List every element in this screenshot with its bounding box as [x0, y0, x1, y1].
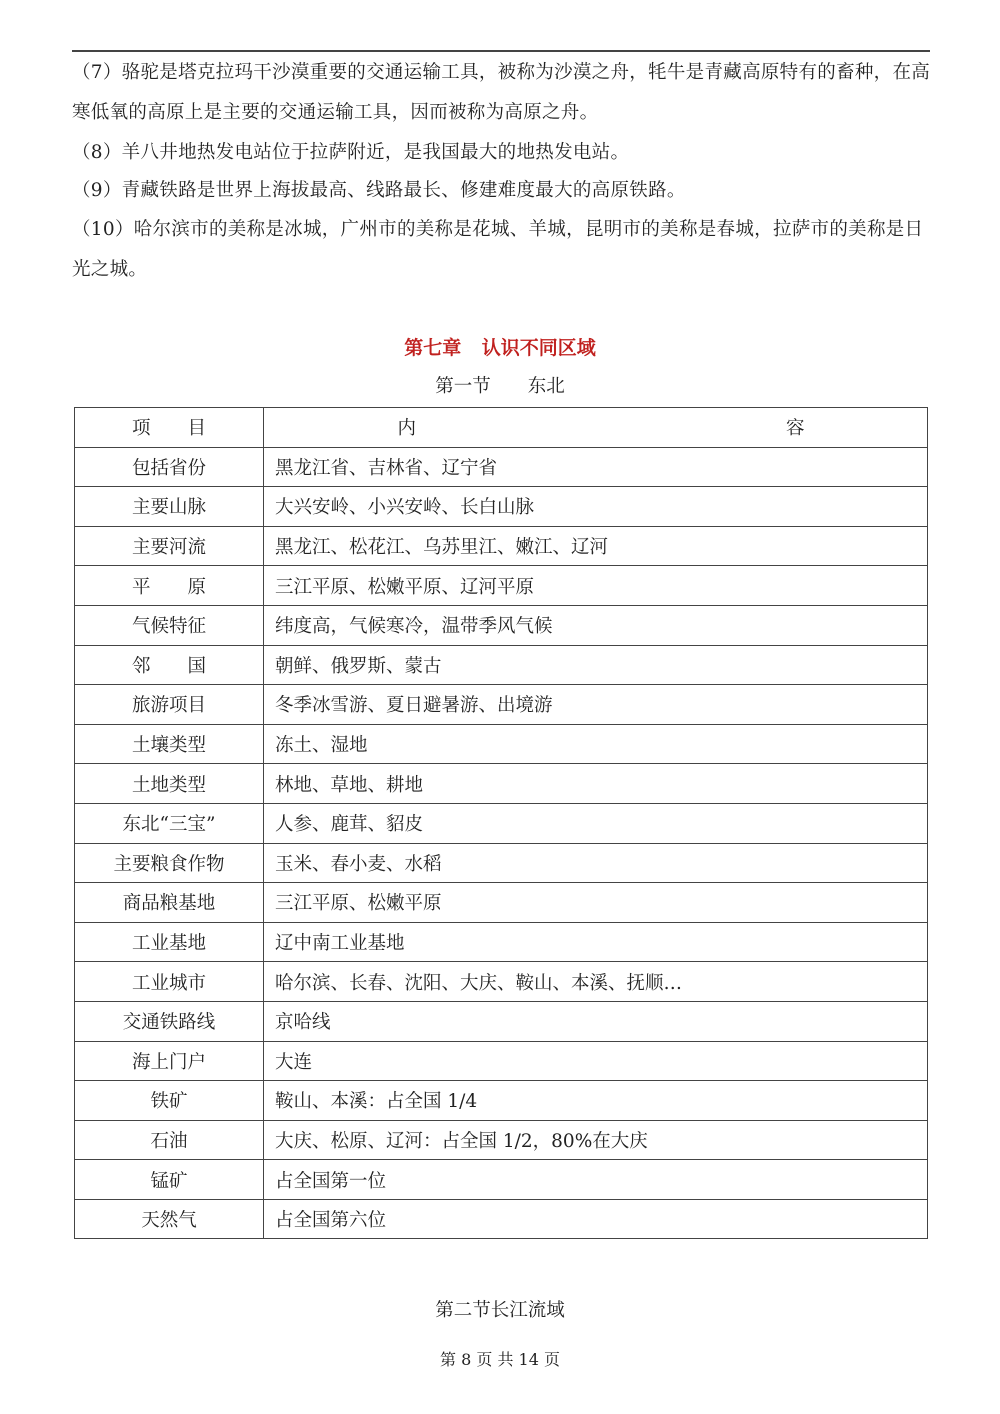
section-title: 第一节 东北 — [435, 376, 565, 397]
row-item: 商品粮基地 — [75, 883, 264, 923]
table-row — [75, 526, 928, 566]
paragraph-8: （8）羊八井地热发电站位于拉萨附近，是我国最大的地热发电站。 — [72, 142, 630, 163]
table-row — [75, 803, 928, 843]
row-content: 大庆、松原、辽河：占全国 1/2，80%在大庆 — [264, 1120, 928, 1160]
row-content: 占全国第一位 — [264, 1160, 928, 1200]
row-item: 土地类型 — [75, 764, 264, 804]
row-item: 邻 国 — [75, 645, 264, 685]
row-item: 土壤类型 — [75, 724, 264, 764]
table-row — [75, 962, 928, 1002]
row-content: 冬季冰雪游、夏日避暑游、出境游 — [264, 685, 928, 725]
table-row — [75, 1199, 928, 1239]
paragraph-10: （10）哈尔滨市的美称是冰城，广州市的美称是花城、羊城，昆明市的美称是春城，拉萨市的美称是日光之城。 — [72, 219, 924, 280]
row-item: 旅游项目 — [75, 685, 264, 725]
row-item: 海上门户 — [75, 1041, 264, 1081]
row-item: 石油 — [75, 1120, 264, 1160]
next-section-title: 第二节长江流域 — [435, 1300, 565, 1321]
page-footer: 第 8 页 共 14 页 — [440, 1350, 560, 1369]
row-content: 纬度高，气候寒冷，温带季风气候 — [264, 605, 928, 645]
table-row — [75, 645, 928, 685]
row-content: 冻土、湿地 — [264, 724, 928, 764]
row-content: 林地、草地、耕地 — [264, 764, 928, 804]
header-content: 内 容 — [264, 408, 928, 448]
table-row — [75, 1001, 928, 1041]
row-item: 交通铁路线 — [75, 1001, 264, 1041]
header-rule — [72, 50, 930, 52]
row-content: 京哈线 — [264, 1001, 928, 1041]
table-row — [75, 922, 928, 962]
table-row — [75, 1120, 928, 1160]
row-content: 三江平原、松嫩平原 — [264, 883, 928, 923]
table-header-row — [75, 408, 928, 448]
header-item: 项 目 — [75, 408, 264, 448]
row-content: 三江平原、松嫩平原、辽河平原 — [264, 566, 928, 606]
row-content: 人参、鹿茸、貂皮 — [264, 803, 928, 843]
row-content: 黑龙江、松花江、乌苏里江、嫩江、辽河 — [264, 526, 928, 566]
row-item: 主要粮食作物 — [75, 843, 264, 883]
table-row — [75, 605, 928, 645]
table-row — [75, 1160, 928, 1200]
row-content: 占全国第六位 — [264, 1199, 928, 1239]
table-row — [75, 764, 928, 804]
row-item: 气候特征 — [75, 605, 264, 645]
row-item: 锰矿 — [75, 1160, 264, 1200]
row-item: 铁矿 — [75, 1081, 264, 1121]
northeast-table — [74, 407, 928, 1239]
row-item: 包括省份 — [75, 447, 264, 487]
row-content: 朝鲜、俄罗斯、蒙古 — [264, 645, 928, 685]
paragraph-9: （9）青藏铁路是世界上海拔最高、线路最长、修建难度最大的高原铁路。 — [72, 180, 686, 201]
table-row — [75, 685, 928, 725]
row-item: 工业基地 — [75, 922, 264, 962]
chapter-title: 第七章 认识不同区域 — [404, 337, 596, 359]
row-content: 辽中南工业基地 — [264, 922, 928, 962]
table-row — [75, 487, 928, 527]
row-content: 黑龙江省、吉林省、辽宁省 — [264, 447, 928, 487]
row-item: 工业城市 — [75, 962, 264, 1002]
table-row — [75, 724, 928, 764]
row-item: 平 原 — [75, 566, 264, 606]
row-content: 鞍山、本溪：占全国 1/4 — [264, 1081, 928, 1121]
table-row — [75, 1041, 928, 1081]
table-row — [75, 566, 928, 606]
row-content: 大兴安岭、小兴安岭、长白山脉 — [264, 487, 928, 527]
table-row — [75, 883, 928, 923]
table-row — [75, 447, 928, 487]
row-item: 东北“三宝” — [75, 803, 264, 843]
table-row — [75, 1081, 928, 1121]
row-item: 主要河流 — [75, 526, 264, 566]
row-item: 天然气 — [75, 1199, 264, 1239]
table-row — [75, 843, 928, 883]
row-item: 主要山脉 — [75, 487, 264, 527]
row-content: 玉米、春小麦、水稻 — [264, 843, 928, 883]
row-content: 大连 — [264, 1041, 928, 1081]
row-content: 哈尔滨、长春、沈阳、大庆、鞍山、本溪、抚顺… — [264, 962, 928, 1002]
paragraph-7: （7）骆驼是塔克拉玛干沙漠重要的交通运输工具，被称为沙漠之舟，牦牛是青藏高原特有的畜种，在高寒低氧的高原上是主要的交通运输工具，因而被称为高原之舟。 — [72, 62, 931, 123]
